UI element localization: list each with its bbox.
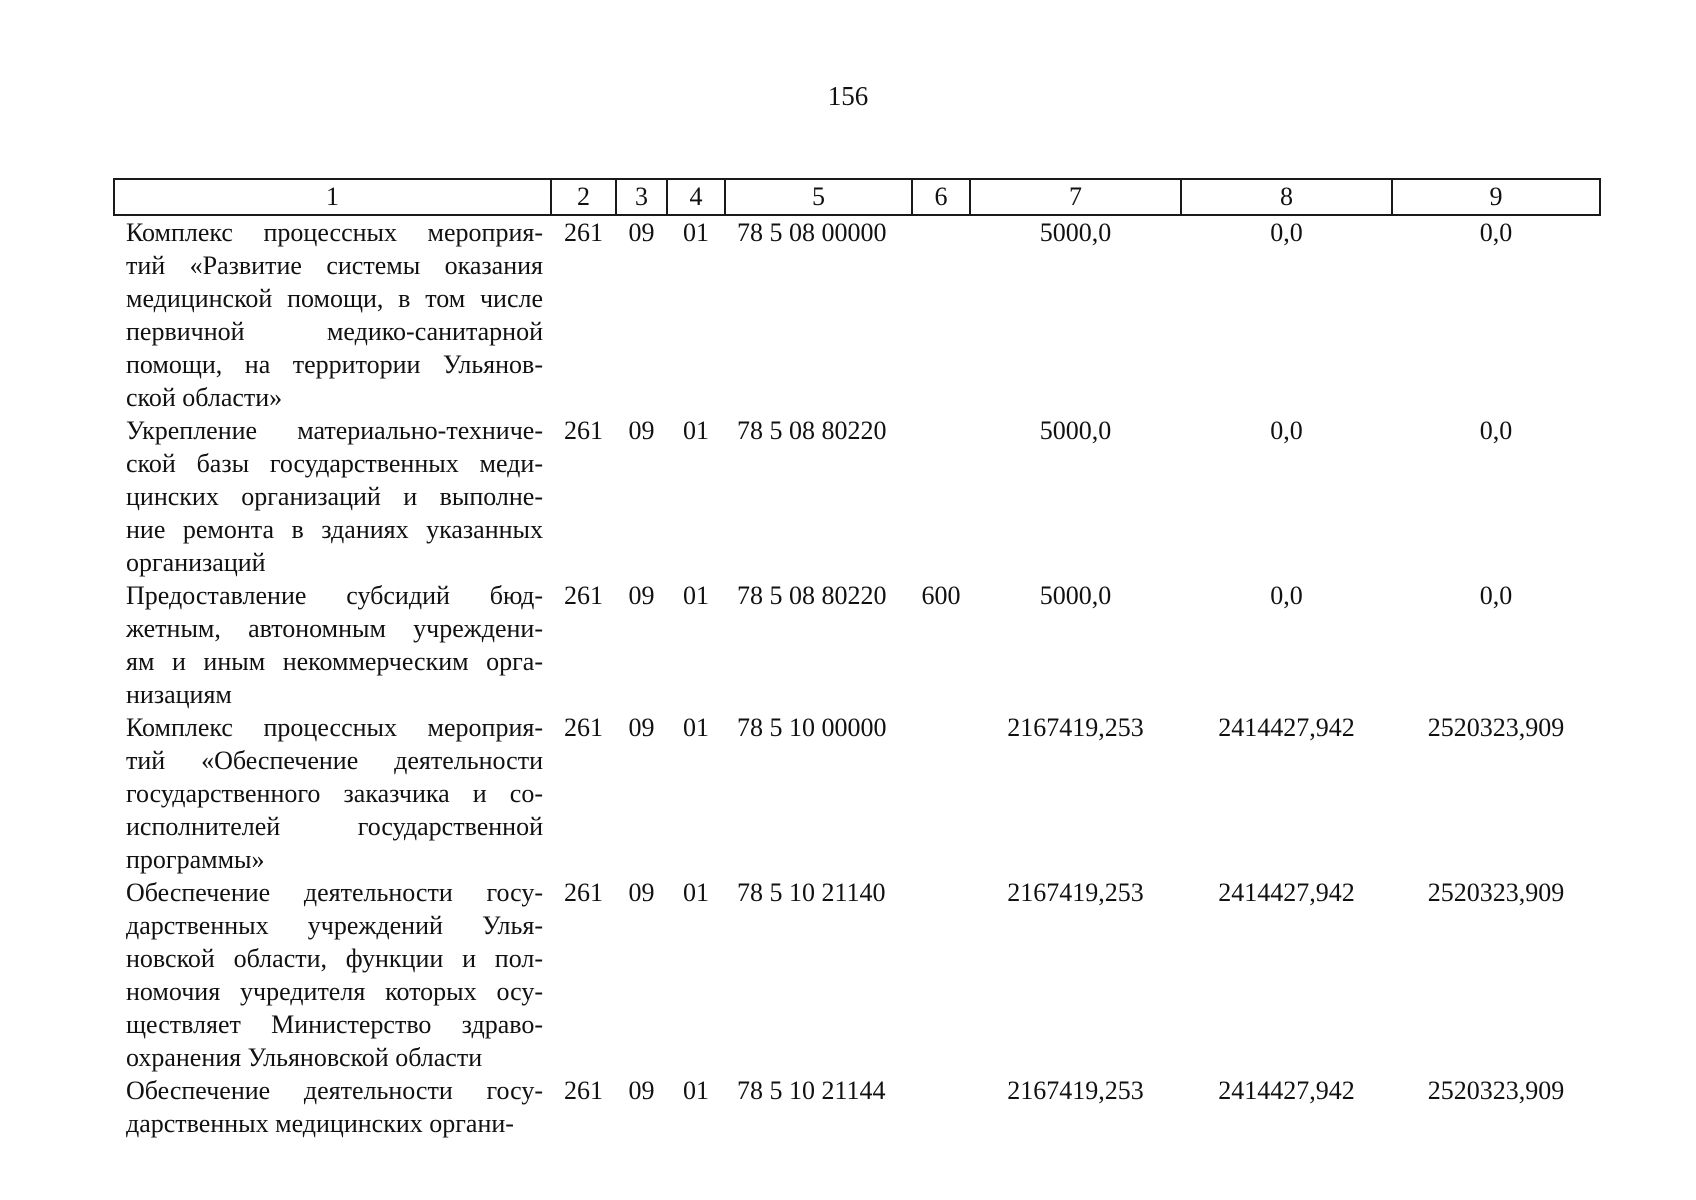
subsection-column-4: 01 [683,1076,709,1105]
row-name-line: Предоставление субсидий бюд- [126,581,543,610]
row-name-line: жетным, автономным учреждени- [126,614,543,643]
expense-type-column-6: 600 [921,581,961,610]
row-name-line: Обеспечение деятельности госу- [126,878,543,907]
row-name-cell [114,414,551,579]
section-column-3: 09 [628,218,655,247]
section-column-3: 09 [628,713,655,742]
header-row [114,179,1600,215]
row-name-line: ние ремонта в зданиях указанных [126,515,543,544]
amount-column-8: 2414427,942 [1218,713,1355,742]
subsection-column-4: 01 [683,218,709,247]
expense-type-column-6 [912,876,970,1074]
expense-type-column-6 [912,711,970,876]
row-name-line: охранения Ульяновской области [126,1043,483,1072]
page-number: 156 [827,81,869,111]
row-name-line: организаций [126,548,266,577]
target-article-column-5: 78 5 08 00000 [737,218,887,247]
section-column-3: 09 [628,1076,655,1105]
amount-column-7: 5000,0 [1039,581,1112,610]
amount-column-9: 2520323,909 [1427,878,1565,907]
column-header-4: 4 [667,179,725,215]
row-name-line: тий «Развитие системы оказания [126,251,543,280]
row-name-line: ям и иным некоммерческим орга- [126,647,543,676]
expense-type-column-6 [912,1074,970,1140]
amount-column-8: 0,0 [1270,416,1303,445]
target-article-column-5: 78 5 10 00000 [737,713,887,742]
table-body [114,215,1600,1140]
row-name-line: ществляет Министерство здраво- [126,1010,543,1039]
target-article-column-5: 78 5 08 80220 [737,581,887,610]
code-column-2: 261 [564,878,603,907]
amount-column-7: 2167419,253 [1007,713,1144,742]
row-name-line: Комплекс процессных мероприя- [126,218,543,247]
section-column-3: 09 [628,878,655,907]
code-column-2: 261 [564,581,603,610]
column-header-3: 3 [616,179,667,215]
column-header-5: 5 [725,179,912,215]
table-row [114,876,1600,1074]
amount-column-8: 0,0 [1270,581,1303,610]
row-name-line: номочия учредителя которых осу- [126,977,543,1006]
table-row [114,215,1600,414]
row-name-line: Комплекс процессных мероприя- [126,713,543,742]
row-name-line: государственного заказчика и со- [126,779,543,808]
subsection-column-4: 01 [683,878,709,907]
row-name-line: Обеспечение деятельности госу- [126,1076,543,1105]
table-row [114,414,1600,579]
amount-column-7: 2167419,253 [1007,1076,1144,1105]
row-name-line: ской области» [126,383,283,412]
column-header-1: 1 [114,179,551,215]
row-name-line: помощи, на территории Ульянов- [126,350,543,379]
amount-column-9: 0,0 [1479,218,1513,247]
column-header-7: 7 [970,179,1181,215]
budget-table [113,178,1601,1140]
row-name-line: исполнителей государственной [126,812,543,841]
column-header-2: 2 [551,179,616,215]
row-name-line: первичной медико-санитарной [126,317,543,346]
row-name-line: дарственных медицинских органи- [126,1109,514,1138]
row-name-cell [114,579,551,711]
code-column-2: 261 [564,416,603,445]
row-name-cell [114,1074,551,1140]
section-column-3: 09 [628,581,655,610]
row-name-line: ской базы государственных меди- [126,449,543,478]
row-name-line: дарственных учреждений Улья- [126,911,543,940]
row-name-line: низациям [126,680,232,709]
table-row [114,1074,1600,1140]
code-column-2: 261 [564,1076,603,1105]
amount-column-7: 2167419,253 [1007,878,1144,907]
row-name-line: цинских организаций и выполне- [126,482,543,511]
amount-column-8: 2414427,942 [1218,878,1355,907]
amount-column-9: 2520323,909 [1427,1076,1565,1105]
row-name-line: медицинской помощи, в том числе [126,284,543,313]
subsection-column-4: 01 [683,581,709,610]
table-row [114,711,1600,876]
amount-column-9: 2520323,909 [1427,713,1565,742]
subsection-column-4: 01 [683,713,709,742]
target-article-column-5: 78 5 10 21144 [737,1076,886,1105]
amount-column-7: 5000,0 [1039,416,1112,445]
target-article-column-5: 78 5 08 80220 [737,416,887,445]
expense-type-column-6 [912,215,970,414]
row-name-line: Укрепление материально-техниче- [126,416,543,445]
column-header-6: 6 [912,179,970,215]
subsection-column-4: 01 [683,416,709,445]
row-name-cell [114,711,551,876]
amount-column-8: 2414427,942 [1218,1076,1355,1105]
expense-type-column-6 [912,414,970,579]
code-column-2: 261 [564,713,603,742]
amount-column-8: 0,0 [1270,218,1303,247]
amount-column-9: 0,0 [1479,416,1513,445]
code-column-2: 261 [564,218,603,247]
target-article-column-5: 78 5 10 21140 [737,878,886,907]
table-row [114,579,1600,711]
section-column-3: 09 [628,416,655,445]
row-name-line: новской области, функции и пол- [126,944,543,973]
column-header-8: 8 [1181,179,1392,215]
column-header-9: 9 [1392,179,1600,215]
row-name-cell [114,215,551,414]
row-name-line: тий «Обеспечение деятельности [126,746,543,775]
amount-column-7: 5000,0 [1039,218,1112,247]
row-name-cell [114,876,551,1074]
amount-column-9: 0,0 [1479,581,1513,610]
row-name-line: программы» [126,845,265,874]
